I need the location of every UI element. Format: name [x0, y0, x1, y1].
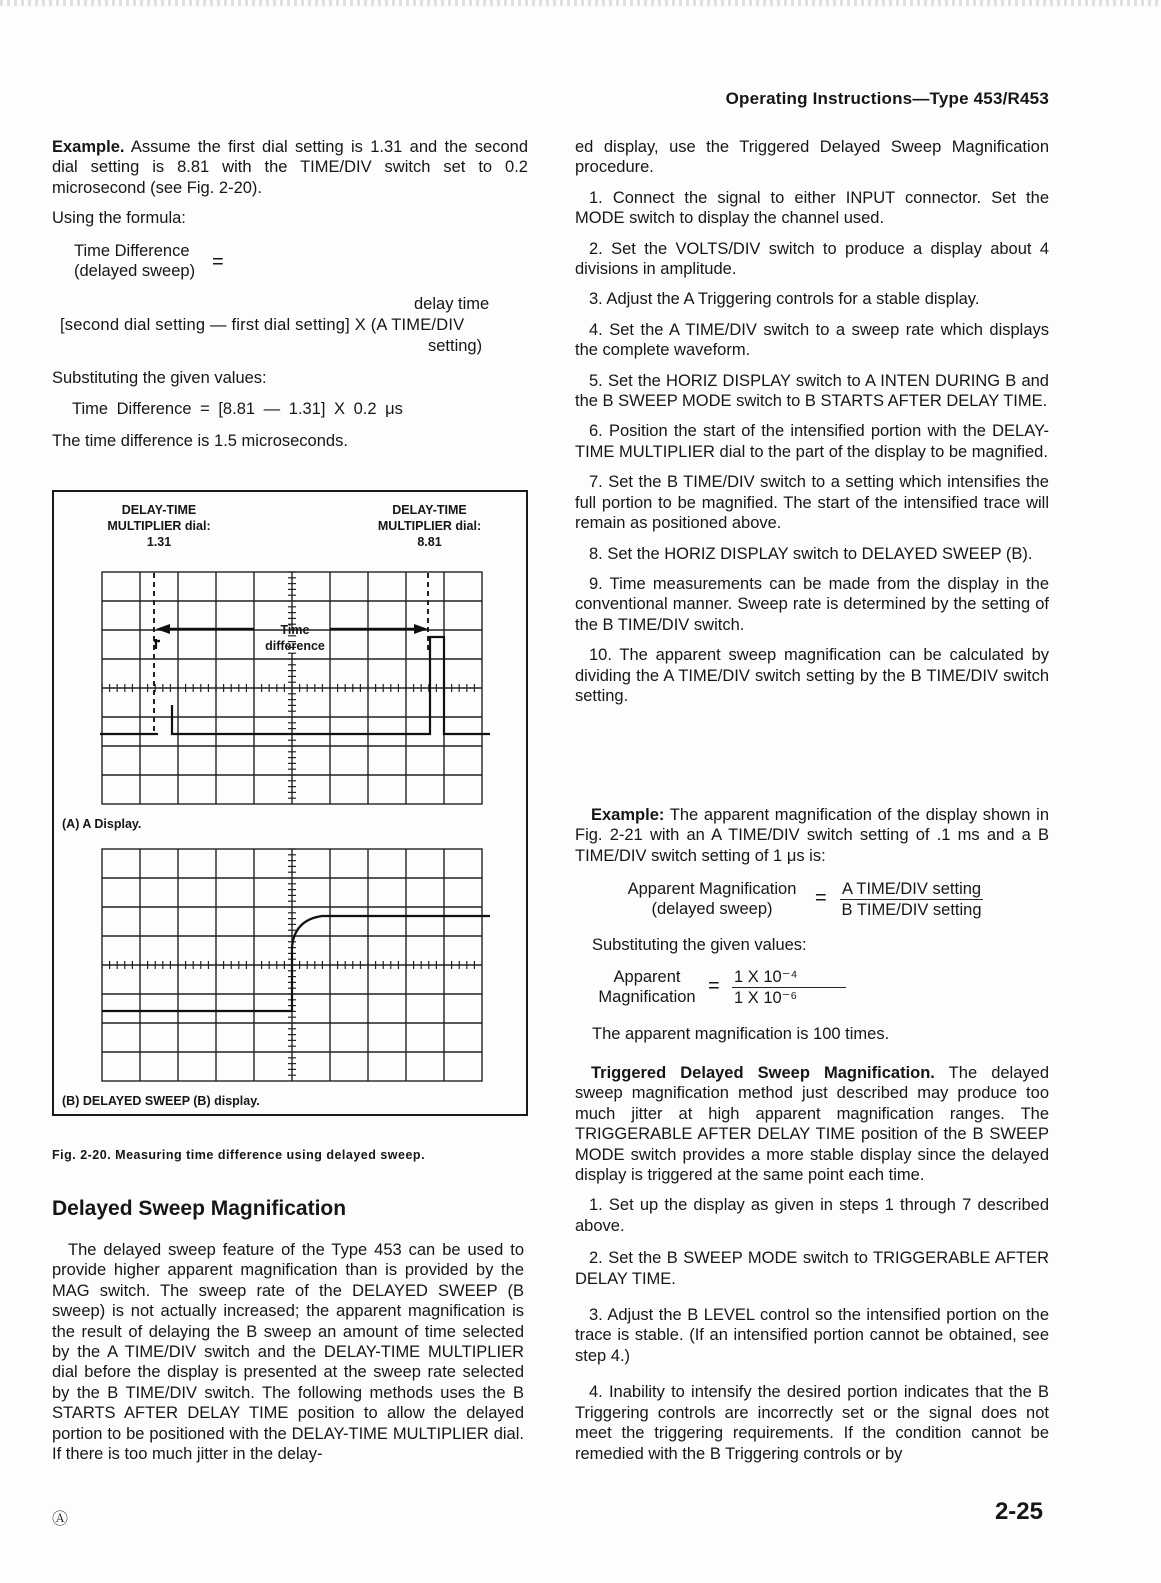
label-dial-right: DELAY-TIME MULTIPLIER dial: 8.81: [377, 503, 482, 549]
eq4-equals: =: [708, 975, 720, 997]
step-10: 10. The apparent sweep magnification can be calculated by dividing the A TIME/DIV switch setting by the B TIME/DIV switch setting.: [575, 646, 1049, 705]
section-body: [52, 1240, 524, 1474]
right-intro: ed display, use the Triggered Delayed Sweep Magnification procedure.: [575, 138, 1049, 177]
label-dial-left: DELAY-TIME MULTIPLIER dial: 1.31: [107, 503, 211, 549]
page-header: Operating Instructions—Type 453/R453: [725, 89, 1049, 108]
using-formula: Using the formula:: [52, 209, 186, 228]
substituting-left: Substituting the given values:: [52, 369, 267, 387]
eq3-equals: =: [815, 887, 827, 909]
section-paragraph: The delayed sweep feature of the Type 453 can be used to provide higher apparent magnification than is provided by the MAG switch. The sweep rate of the DELAYED SWEEP (B sweep) is not actually increased; the apparent magnification is the result of delaying the B sweep an amount of time selected by the A TIME/DIV switch and the DELAY-TIME MULTIPLIER dial before the display is presented at the sweep rate selected by the B TIME/DIV switch. The following methods uses the B STARTS AFTER DELAY TIME position to allow the delayed portion to be positioned with the DELAY-TIME MULTIPLIER dial. If there is too much jitter in the delay-: [52, 1241, 524, 1464]
figure-2-20: [52, 490, 528, 1116]
eq1-main: [second dial setting — first dial setting] X (A TIME/DIV: [60, 316, 465, 334]
step-4: 4. Set the A TIME/DIV switch to a sweep rate which displays the complete waveform.: [575, 320, 1049, 360]
step-6: 6. Position the start of the intensified portion with the DELAY-TIME MULTIPLIER dial to the part of the display to be magnified.: [575, 422, 1049, 461]
tstep-3: 3. Adjust the B LEVEL control so the intensified portion on the trace is stable. (If an intensified portion cannot be obtained, see step 4.): [575, 1306, 1049, 1365]
time-difference-label: Time difference: [265, 623, 325, 653]
eq2: Time Difference = [8.81 — 1.31] X 0.2 μs: [72, 400, 403, 418]
substituting-right: Substituting the given values:: [592, 936, 807, 954]
triggered-section: Triggered Delayed Sweep Magnification. The delayed sweep magnification method just described may produce too much jitter at high apparent magnification ranges. The TRIGGERABLE AFTER DELAY TIME position of the B SWEEP MODE switch provides a more stable display since the delayed display is triggered at the same point each time. 1. Set up the display as given in steps 1 through 7 described above. 2. Set the B SWEEP MODE switch to TRIGGERABLE AFTER DELAY TIME. 3. Adjust the B LEVEL control so the intensified portion on the trace is stable. (If an intensified portion cannot be obtained, see step 4.) 4. Inability to intensify the desired portion indicates that the B Triggering controls are incorrectly set or the signal does not meet the triggering requirements. If the condition cannot be remedied with the B Triggering controls or by: [575, 1064, 1049, 1463]
tstep-4: 4. Inability to intensify the desired portion indicates that the B Triggering controls are incorrectly set or the signal does not meet the triggering requirements. If the condition cannot be remedied with the B Triggering controls or by: [575, 1383, 1049, 1463]
left-column: [52, 137, 528, 239]
eq3-fraction: A TIME/DIV setting B TIME/DIV setting: [841, 880, 982, 920]
step-1: 1. Connect the signal to either INPUT connector. Set the MODE switch to display the channel used.: [575, 188, 1049, 228]
example2-label: Example:: [591, 806, 665, 824]
figure-caption: Fig. 2-20. Measuring time difference using delayed sweep.: [52, 1148, 426, 1162]
graticule-b-svg: [100, 848, 524, 1084]
step-9: 9. Time measurements can be made from the display in the conventional manner. Sweep rate is determined by the setting of the B TIME/DIV switch.: [575, 574, 1049, 634]
footer-mark: Ⓐ: [52, 1511, 69, 1528]
eq4-result: The apparent magnification is 100 times.: [592, 1025, 890, 1043]
right-column: [575, 137, 1049, 716]
scan-edge: [0, 0, 1161, 6]
result-left: The time difference is 1.5 microseconds.: [52, 432, 348, 450]
step-2: 2. Set the VOLTS/DIV switch to produce a display about 4 divisions in amplitude.: [575, 239, 1049, 279]
example-label: Example.: [52, 138, 125, 156]
example2: Example: The apparent magnification of the display shown in Fig. 2-21 with an A TIME/DIV switch setting of .1 ms and a B TIME/DIV switch setting of 1 μs is:: [575, 806, 1049, 865]
panel-b-label: (B) DELAYED SWEEP (B) display.: [62, 1094, 260, 1108]
eq1-right-bottom: setting): [428, 337, 483, 355]
tdsm-label: Triggered Delayed Sweep Magnification.: [591, 1064, 935, 1082]
step-8: 8. Set the HORIZ DISPLAY switch to DELAYED SWEEP (B).: [589, 544, 1033, 563]
eq1-right-top: delay time: [414, 295, 490, 313]
section-heading: Delayed Sweep Magnification: [52, 1197, 347, 1220]
step-5: 5. Set the HORIZ DISPLAY switch to A INTEN DURING B and the B SWEEP MODE switch to B STARTS AFTER DELAY TIME.: [575, 371, 1049, 411]
step-7: 7. Set the B TIME/DIV switch to a setting which intensifies the full portion to be magnified. The start of the intensified trace will remain as positioned above.: [575, 473, 1049, 533]
eq3-lhs: Apparent Magnification (delayed sweep): [627, 880, 797, 919]
graticule-a: [100, 571, 524, 807]
tstep-2: 2. Set the B SWEEP MODE switch to TRIGGERABLE AFTER DELAY TIME.: [575, 1249, 1049, 1288]
graticule-b: [100, 848, 524, 1084]
eq1-equals: =: [212, 251, 224, 273]
eq1-lhs: Time Difference (delayed sweep): [74, 242, 196, 281]
eq4-lhs: Apparent Magnification: [598, 968, 696, 1007]
panel-a-label: (A) A Display.: [62, 817, 142, 831]
graticule-a-svg: [100, 571, 524, 807]
step-3: 3. Adjust the A Triggering controls for a stable display.: [589, 290, 980, 309]
example-paragraph: Example. Assume the first dial setting is 1.31 and the second dial setting is 8.81 with the TIME/DIV switch set to 0.2 microsecond (see Fig. 2-20).: [52, 138, 528, 197]
eq4-fraction: 1 X 10⁻⁴ 1 X 10⁻⁶: [732, 967, 846, 1009]
page-number: 2-25: [994, 1498, 1043, 1525]
tstep-1: 1. Set up the display as given in steps 1 through 7 described above.: [575, 1196, 1049, 1235]
